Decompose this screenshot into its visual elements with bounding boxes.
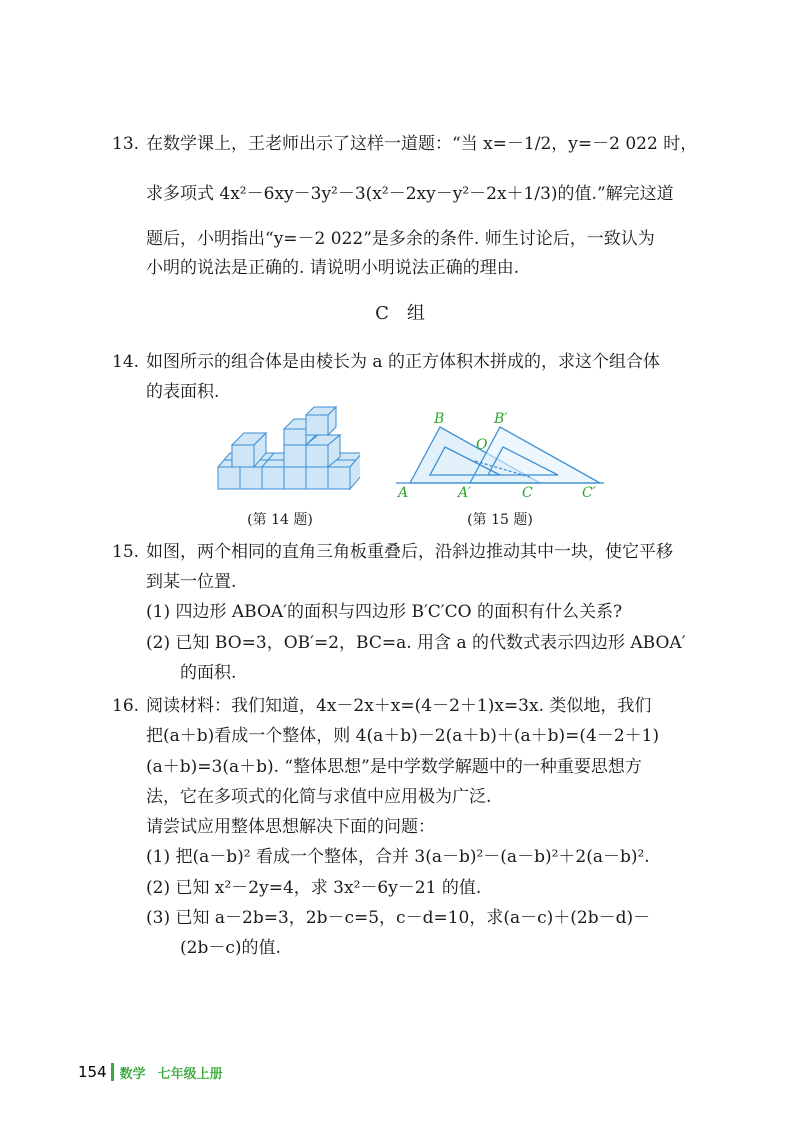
problem-14-number: 14.	[112, 352, 140, 372]
problem-13-line-3: 题后，小明指出“y=－2 022”是多余的条件. 师生讨论后，一致认为	[146, 229, 655, 249]
problem-16-number: 16.	[112, 696, 140, 716]
problem-15-line-2: 到某一位置.	[146, 572, 237, 592]
label-A: A	[398, 485, 409, 500]
label-C: C	[522, 485, 533, 500]
figure-14-caption: (第 14 题)	[247, 512, 313, 528]
problem-15-part-1: (1) 四边形 ABOA′的面积与四边形 B′C′CO 的面积有什么关系?	[146, 602, 623, 622]
label-C-prime: C′	[582, 485, 596, 500]
page-number: 154	[78, 1063, 107, 1081]
problem-16-line-4: 法，它在多项式的化简与求值中应用极为广泛.	[146, 787, 492, 807]
footer-divider	[111, 1063, 114, 1081]
figure-15-triangles	[390, 405, 610, 500]
problem-15-part-2: (2) 已知 BO=3，OB′=2，BC=a. 用含 a 的代数式表示四边形 ABOA′	[146, 633, 686, 653]
label-A-prime: A′	[458, 485, 472, 500]
label-B: B	[434, 411, 445, 427]
problem-16-part-2: (2) 已知 x²－2y=4，求 3x²－6y－21 的值.	[146, 878, 482, 898]
problem-16-part-1: (1) 把(a－b)² 看成一个整体，合并 3(a－b)²－(a－b)²＋2(a－b)².	[146, 847, 650, 867]
book-grade: 七年级上册	[157, 1066, 223, 1082]
problem-13-number: 13.	[112, 134, 140, 154]
problem-16-line-5: 请尝试应用整体思想解决下面的问题：	[146, 817, 435, 837]
section-title: C 组	[375, 303, 425, 324]
problem-15-line-1: 如图，两个相同的直角三角板重叠后，沿斜边推动其中一块，使它平移	[146, 542, 673, 562]
problem-14-line-2: 的表面积.	[146, 382, 220, 402]
page-footer	[78, 1062, 223, 1082]
problem-16-part-3: (3) 已知 a－2b=3，2b－c=5，c－d=10，求(a－c)＋(2b－d)－	[146, 908, 651, 928]
problem-13-line-2: 求多项式 4x²－6xy－3y²－3(x²－2xy－y²－2x＋1/3)的值.”解完这道	[146, 184, 674, 204]
problem-15-number: 15.	[112, 542, 140, 562]
label-B-prime: B′	[494, 411, 508, 427]
figure-14-cube-stack	[210, 405, 360, 500]
problem-14-line-1: 如图所示的组合体是由棱长为 a 的正方体积木拼成的，求这个组合体	[146, 352, 660, 372]
label-O: O	[476, 437, 488, 453]
figure-15-caption: (第 15 题)	[467, 512, 533, 528]
problem-16-line-3: (a＋b)=3(a＋b). “整体思想”是中学数学解题中的一种重要思想方	[146, 757, 642, 777]
problem-16-line-2: 把(a＋b)看成一个整体，则 4(a＋b)－2(a＋b)＋(a＋b)=(4－2＋1)	[146, 726, 660, 746]
problem-13-line-1: 在数学课上，王老师出示了这样一道题：“当 x=－1/2，y=－2 022 时，	[146, 134, 698, 154]
problem-16-line-1: 阅读材料：我们知道，4x－2x＋x=(4－2＋1)x=3x. 类似地，我们	[146, 696, 652, 716]
problem-16-part-3-cont: (2b－c)的值.	[180, 938, 281, 958]
problem-13-line-4: 小明的说法是正确的. 请说明小明说法正确的理由.	[146, 258, 520, 278]
book-title: 数学	[119, 1066, 146, 1082]
problem-15-part-2-cont: 的面积.	[180, 663, 237, 683]
